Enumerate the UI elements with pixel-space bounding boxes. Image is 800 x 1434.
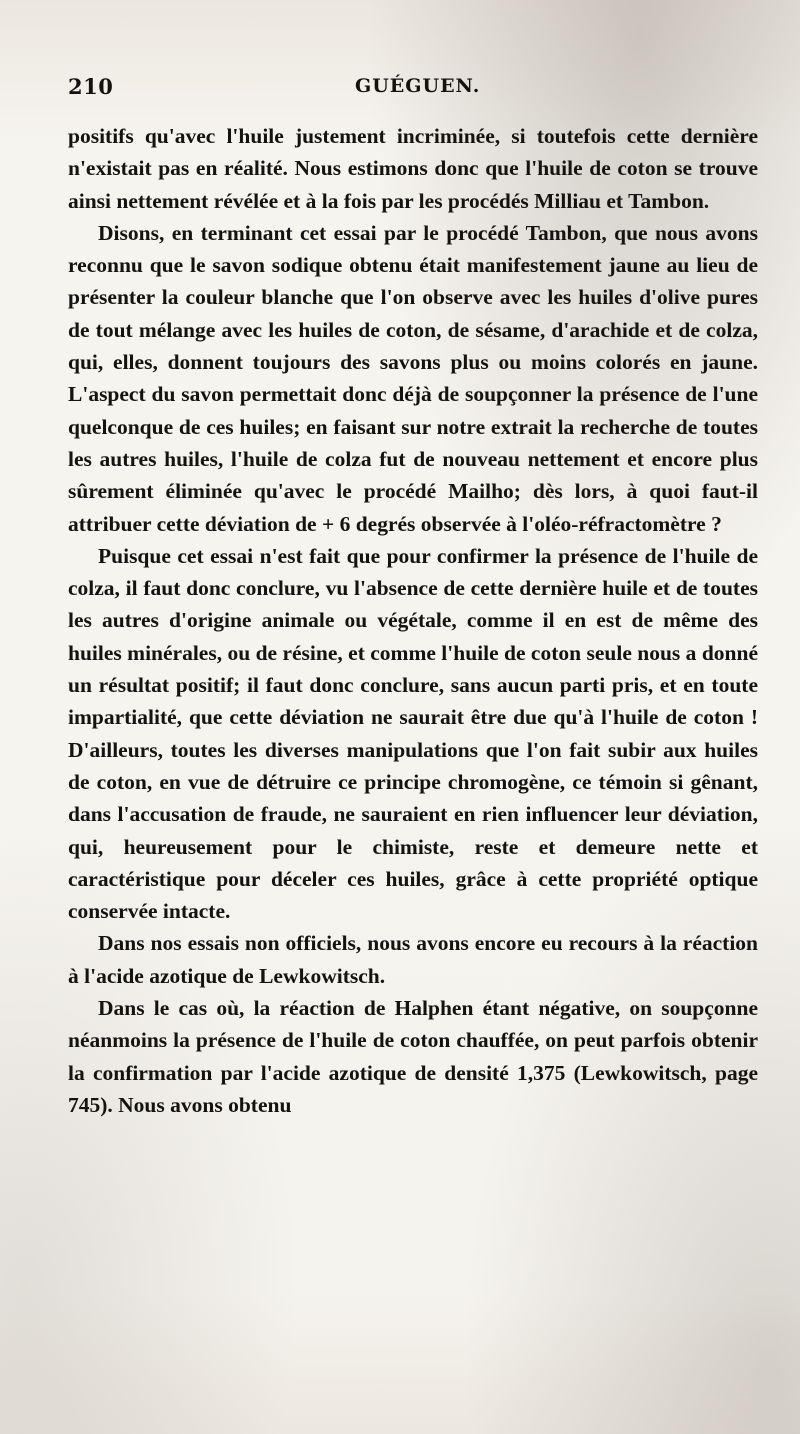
paragraph-halphen-case: Dans le cas où, la réaction de Halphen étant négative, on soupçonne néanmoins la présence de l'huile de coton chauffée, on peut parfois obtenir la confirmation par l'acide azotique de densité 1,375 (Lewkowitsch, page 745). Nous avons obtenu [68, 996, 758, 1117]
running-head: GUÉGUEN. [355, 75, 481, 97]
paragraph-conclusion: Puisque cet essai n'est fait que pour confirmer la présence de l'huile de colza, il faut donc conclure, vu l'absence de cette dernière huile et de toutes les autres d'origine animale ou végétale, comme il en est de même des huiles minérales, ou de résine, et comme l'huile de coton seule nous a donné un résultat positif; il faut donc conclure, sans aucun parti pris, et en toute impartialité, que cette déviation ne saurait être due qu'à l'huile de coton ! D'ailleurs, toutes les diverses manipulations que l'on fait subir aux huiles de coton, en vue de détruire ce principe chromogène, ce témoin si gênant, dans l'accusation de fraude, ne sauraient en rien influencer leur déviation, qui, heureusement pour le chimiste, reste et demeure nette et caractéristique pour déceler ces huiles, grâce à cette propriété optique conservée intacte. [68, 543, 758, 924]
page-number: 210 [68, 74, 114, 99]
page-header [68, 74, 758, 110]
paragraph-continuation: positifs qu'avec l'huile justement incriminée, si toutefois cette dernière n'existait pas en réalité. Nous estimons donc que l'huile de coton se trouve ainsi nettement révélée et à la fois par les procédés Milliau et Tambon. [68, 124, 758, 213]
body-text [68, 120, 758, 1121]
paragraph-tambon-soap: Disons, en terminant cet essai par le procédé Tambon, que nous avons reconnu que le savon sodique obtenu était manifestement jaune au lieu de présenter la couleur blanche que l'on observe avec les huiles d'olive pures de tout mélange avec les huiles de coton, de sésame, d'arachide et de colza, qui, elles, donnent toujours des savons plus ou moins colorés en jaune. L'aspect du savon permettait donc déjà de soupçonner la présence de l'une quelconque de ces huiles; en faisant sur notre extrait la recherche de toutes les autres huiles, l'huile de colza fut de nouveau nettement et encore plus sûrement éliminée qu'avec le procédé Mailho; dès lors, à quoi faut-il attribuer cette déviation de + 6 degrés observée à l'oléo-réfractomètre ? [68, 220, 758, 536]
paragraph-lewkowitsch-intro: Dans nos essais non officiels, nous avons encore eu recours à la réaction à l'acide azotique de Lewkowitsch. [68, 931, 758, 988]
